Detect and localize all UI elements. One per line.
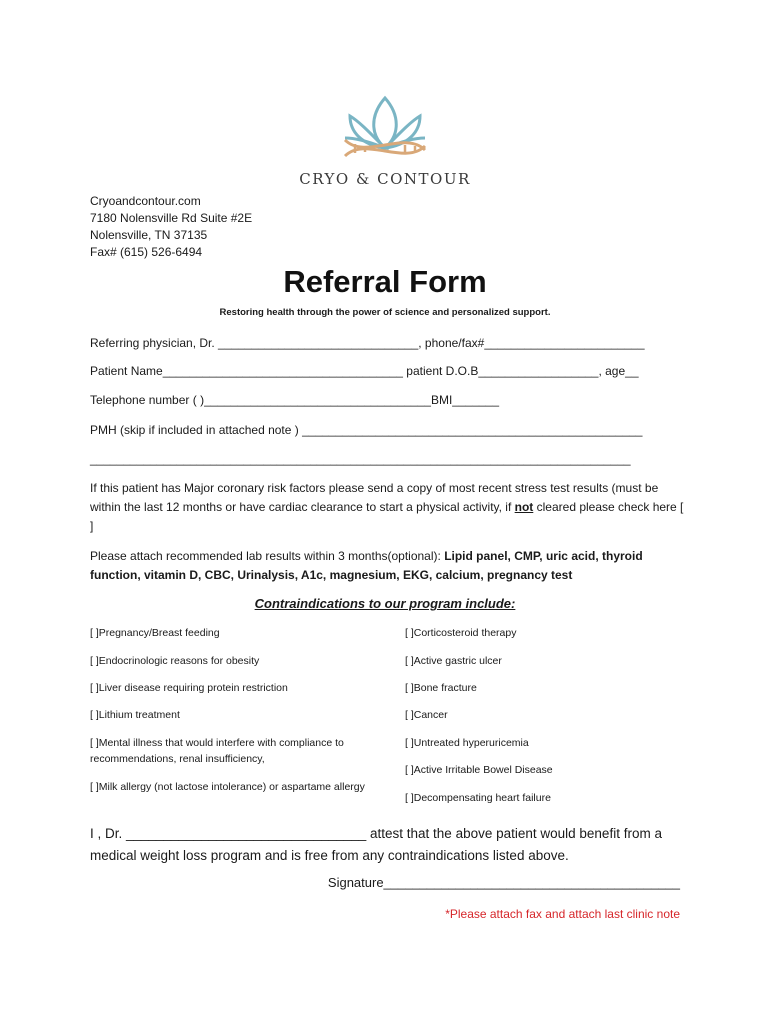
contraindication-checkbox[interactable]: [ ]Pregnancy/Breast feeding [90,627,220,639]
physician-field[interactable]: Referring physician, Dr. ______________________________, phone/fax#________________________ [90,336,645,350]
contraindication-checkbox[interactable]: [ ]Milk allergy (not lactose intolerance) or aspartame allergy [90,781,365,793]
website: Cryoandcontour.com [90,194,201,208]
contraindication-checkbox[interactable]: [ ]Corticosteroid therapy [405,627,517,639]
attestation-statement[interactable]: I , Dr. ________________________________ attest that the above patient would benefit from a medical weight loss program and is free from any contraindications listed above. [90,826,662,863]
contraindication-checkbox[interactable]: [ ]Decompensating heart failure [405,792,551,804]
contraindication-checkbox[interactable]: [ ]Active gastric ulcer [405,655,502,667]
signature-field[interactable]: Signature_________________________________________ [327,875,680,890]
labs-paragraph [90,547,685,585]
brand-name: CRYO & CONTOUR [299,170,471,188]
risk-text-1: If this patient has Major coronary risk factors please send a copy of most recent stress test results (must be within the last 12 months or have cardiac clearance to start a physical activity, if [90,481,659,514]
patient-field[interactable]: Patient Name____________________________________ patient D.O.B__________________, age__ [90,364,639,378]
contraindication-checkbox[interactable]: [ ]Lithium treatment [90,709,180,721]
risk-text-2: cleared please check here [ ] [90,500,684,533]
page-title: Referral Form [283,264,487,299]
contraindication-checkbox[interactable]: [ ]Liver disease requiring protein restriction [90,682,288,694]
fax-number: Fax# (615) 526-6494 [90,245,203,259]
contraindications-title: Contraindications to our program include: [254,596,516,611]
address-block [90,193,252,261]
contraindication-checkbox[interactable]: [ ]Mental illness that would interfere with compliance to recommendations, renal insufficiency, [90,737,344,765]
pmh-continuation-line[interactable]: _________________________________________________________________________________ [90,452,631,466]
telephone-field[interactable]: Telephone number ( )__________________________________BMI_______ [90,393,500,407]
contraindication-checkbox[interactable]: [ ]Bone fracture [405,682,477,694]
attach-note: *Please attach fax and attach last clinic note [445,907,680,921]
contraindication-checkbox[interactable]: [ ]Cancer [405,709,448,721]
cardiac-risk-paragraph [90,479,685,536]
contraindication-checkbox[interactable]: [ ]Untreated hyperuricemia [405,737,529,749]
tagline: Restoring health through the power of science and personalized support. [219,307,551,318]
contraindication-checkbox[interactable]: [ ]Endocrinologic reasons for obesity [90,655,260,667]
risk-emphasis: not [514,500,534,514]
city-state-zip: Nolensville, TN 37135 [90,228,208,242]
contraindication-checkbox[interactable]: [ ]Active Irritable Bowel Disease [405,764,553,776]
pmh-field[interactable]: PMH (skip if included in attached note ) ___________________________________________________ [90,423,643,437]
street-address: 7180 Nolensville Rd Suite #2E [90,211,253,225]
labs-list: Lipid panel, CMP, uric acid, thyroid function, vitamin D, CBC, Urinalysis, A1c, magnesium, EKG, calcium, pregnancy test [90,549,643,582]
labs-intro: Please attach recommended lab results within 3 months(optional): [90,549,445,563]
